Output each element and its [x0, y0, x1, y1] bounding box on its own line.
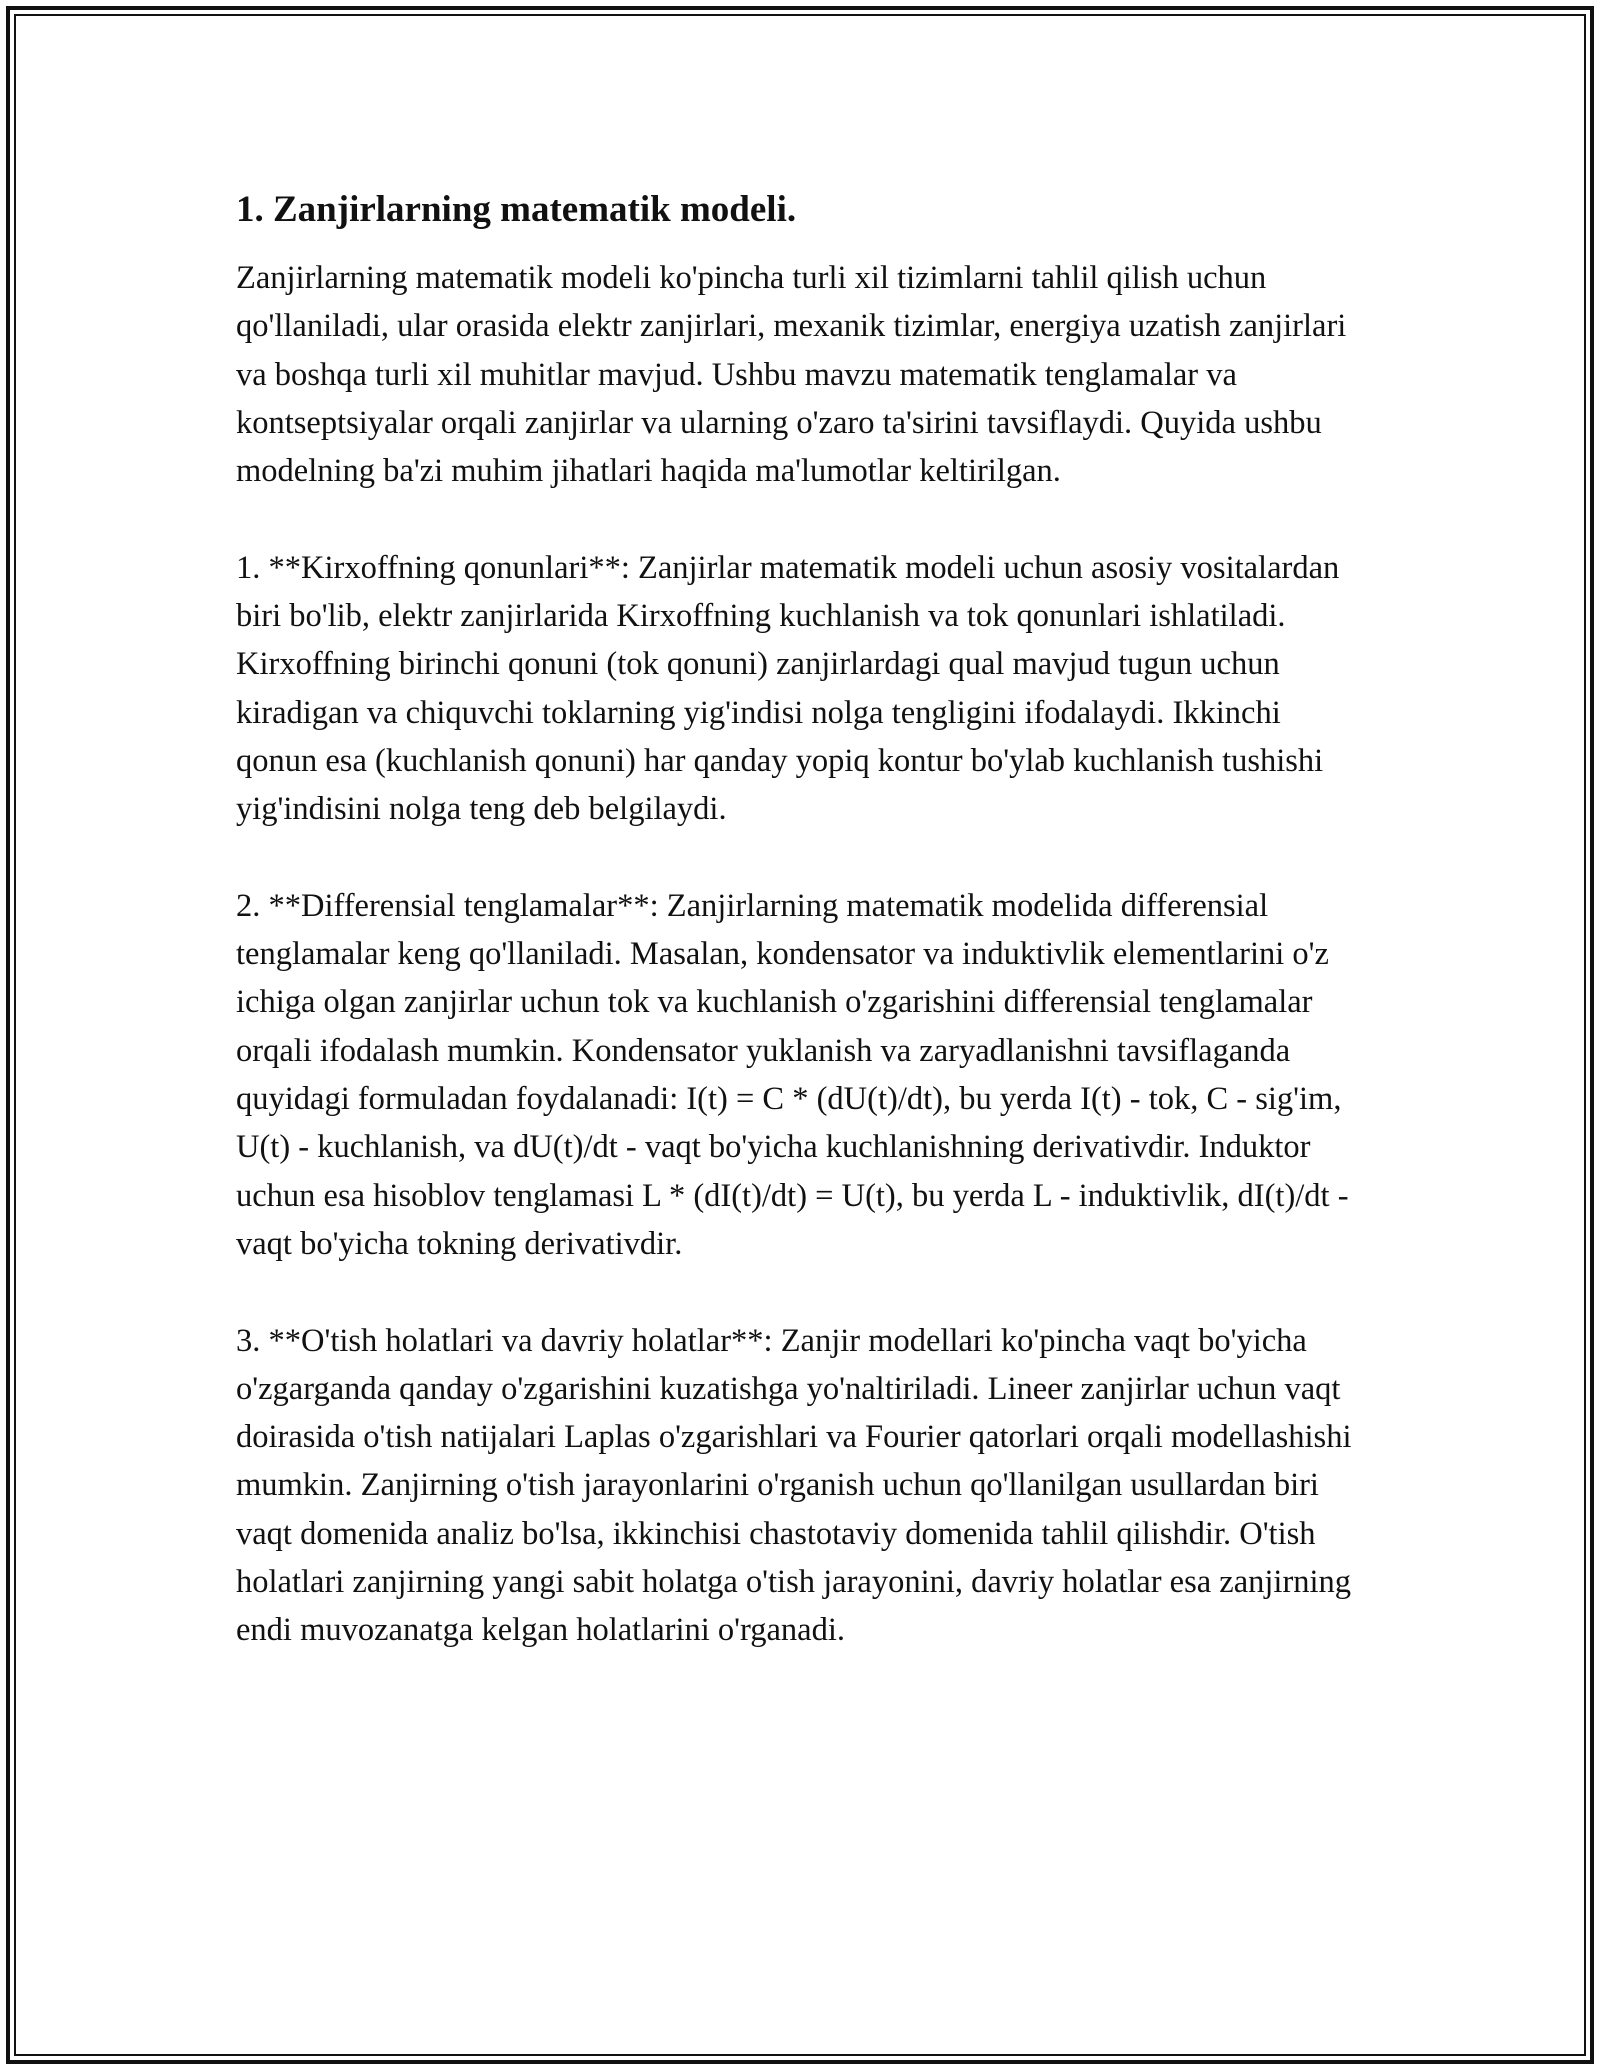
differential-equations-paragraph: 2. **Differensial tenglamalar**: Zanjirlarning matematik modelida differensial tenglamalar keng qo'llaniladi. Masalan, kondensator va induktivlik elementlarini o'z ichiga olgan zanjirlar uchun tok va kuchlanish o'zgarishini differensial tenglamalar orqali ifodalash mumkin. Kondensator yuklanish va zaryadlanishni tavsiflaganda quyidagi formuladan foydalanadi: I(t) = C * (dU(t)/dt), bu yerda I(t) - tok, C - sig'im, U(t) - kuchlanish, va dU(t)/dt - vaqt bo'yicha kuchlanishning derivativdir. Induktor uchun esa hisoblov tenglamasi L * (dI(t)/dt) = U(t), bu yerda L - induktivlik, dI(t)/dt - vaqt bo'yicha tokning derivativdir.: [236, 887, 1349, 1262]
transient-states-paragraph: 3. **O'tish holatlari va davriy holatlar**: Zanjir modellari ko'pincha vaqt bo'yicha o'zgarganda qanday o'zgarishini kuzatishga yo'naltiriladi. Lineer zanjirlar uchun vaqt doirasida o'tish natijalari Laplas o'zgarishlari va Fourier qatorlari orqali modellashishi mumkin. Zanjirning o'tish jarayonlarini o'rganish uchun qo'llanilgan usullardan biri vaqt domenida analiz bo'lsa, ikkinchisi chastotaviy domenida tahlil qilishdir. O'tish holatlari zanjirning yangi sabit holatga o'tish jarayonini, davriy holatlar esa zanjirning endi muvozanatga kelgan holatlarini o'rganadi.: [236, 1322, 1352, 1649]
kirchhoff-laws-paragraph: 1. **Kirxoffning qonunlari**: Zanjirlar matematik modeli uchun asosiy vositalardan biri bo'lib, elektr zanjirlarida Kirxoffning kuchlanish va tok qonunlari ishlatiladi. Kirxoffning birinchi qonuni (tok qonuni) zanjirlardagi qual mavjud tugun uchun kiradigan va chiquvchi toklarning yig'indisi nolga tengligini ifodalaydi. Ikkinchi qonun esa (kuchlanish qonuni) har qanday yopiq kontur bo'ylab kuchlanish tushishi yig'indisini nolga teng deb belgilaydi.: [236, 549, 1340, 828]
intro-paragraph: Zanjirlarning matematik modeli ko'pincha turli xil tizimlarni tahlil qilish uchun qo'llaniladi, ular orasida elektr zanjirlari, mexanik tizimlar, energiya uzatish zanjirlari va boshqa turli xil muhitlar mavjud. Ushbu mavzu matematik tenglamalar va kontseptsiyalar orqali zanjirlar va ularning o'zaro ta'sirini tavsiflaydi. Quyida ushbu modelning ba'zi muhim jihatlari haqida ma'lumotlar keltirilgan.: [236, 260, 1347, 490]
document-body: [236, 186, 1366, 1655]
document-title: 1. Zanjirlarning matematik modeli.: [236, 189, 797, 230]
